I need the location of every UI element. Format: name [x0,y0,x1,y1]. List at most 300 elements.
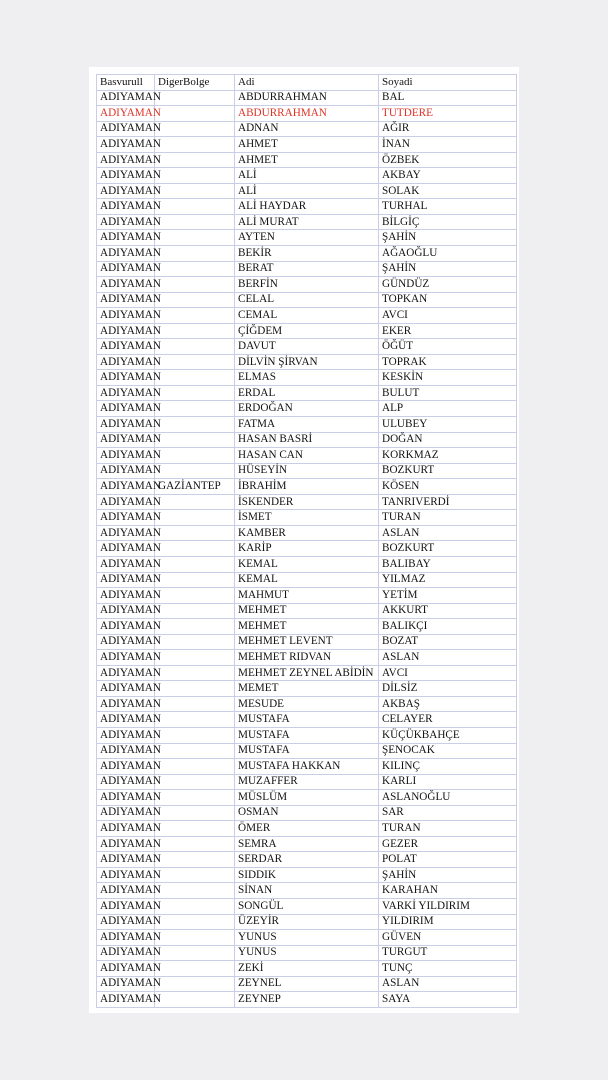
cell-soyadi: TOPKAN [379,292,517,308]
table-row [97,541,517,557]
cell-basvurull: ADIYAMAN [97,230,155,246]
cell-soyadi: TURAN [379,510,517,526]
cell-basvurull: ADIYAMAN [97,541,155,557]
cell-soyadi: CELAYER [379,712,517,728]
cell-soyadi: BAL [379,90,517,106]
cell-basvurull: ADIYAMAN [97,339,155,355]
table-row [97,619,517,635]
cell-digerbolge [155,246,235,262]
cell-adi: KEMAL [235,572,379,588]
cell-adi: HÜSEYİN [235,463,379,479]
cell-digerbolge [155,448,235,464]
cell-digerbolge [155,183,235,199]
cell-soyadi: ŞAHİN [379,230,517,246]
cell-digerbolge [155,961,235,977]
cell-basvurull: ADIYAMAN [97,836,155,852]
cell-adi: ÜZEYİR [235,914,379,930]
cell-digerbolge [155,883,235,899]
cell-soyadi: ALP [379,401,517,417]
cell-adi: ABDURRAHMAN [235,90,379,106]
header-basvurull: Basvurull [97,75,155,91]
table-row [97,432,517,448]
cell-adi: ZEKİ [235,961,379,977]
table-row [97,588,517,604]
cell-digerbolge [155,727,235,743]
cell-soyadi: ASLAN [379,525,517,541]
cell-digerbolge [155,603,235,619]
cell-adi: ADNAN [235,121,379,137]
cell-digerbolge [155,370,235,386]
cell-digerbolge [155,821,235,837]
cell-soyadi: ASLAN [379,976,517,992]
cell-digerbolge [155,696,235,712]
table-row [97,898,517,914]
cell-adi: MEHMET LEVENT [235,634,379,650]
cell-soyadi: AVCI [379,308,517,324]
cell-digerbolge [155,292,235,308]
cell-adi: DİLVİN ŞİRVAN [235,354,379,370]
cell-adi: ALİ [235,168,379,184]
table-row [97,945,517,961]
cell-basvurull: ADIYAMAN [97,759,155,775]
cell-basvurull: ADIYAMAN [97,821,155,837]
cell-adi: ERDAL [235,385,379,401]
cell-soyadi: BALIKÇI [379,619,517,635]
cell-basvurull: ADIYAMAN [97,727,155,743]
cell-soyadi: EKER [379,323,517,339]
cell-basvurull: ADIYAMAN [97,945,155,961]
cell-basvurull: ADIYAMAN [97,417,155,433]
cell-adi: ALİ HAYDAR [235,199,379,215]
table-row [97,90,517,106]
table-row [97,681,517,697]
cell-basvurull: ADIYAMAN [97,619,155,635]
cell-basvurull: ADIYAMAN [97,277,155,293]
cell-soyadi: BOZKURT [379,463,517,479]
cell-soyadi: YILDIRIM [379,914,517,930]
cell-basvurull: ADIYAMAN [97,479,155,495]
cell-basvurull: ADIYAMAN [97,90,155,106]
cell-adi: OSMAN [235,805,379,821]
cell-adi: MUSTAFA [235,727,379,743]
table-row [97,914,517,930]
cell-adi: HASAN CAN [235,448,379,464]
cell-basvurull: ADIYAMAN [97,898,155,914]
cell-adi: ÖMER [235,821,379,837]
cell-basvurull: ADIYAMAN [97,261,155,277]
table-row [97,743,517,759]
table-row [97,463,517,479]
table-row [97,727,517,743]
table-row [97,292,517,308]
table-row [97,883,517,899]
cell-adi: YUNUS [235,945,379,961]
cell-soyadi: SAYA [379,992,517,1008]
cell-soyadi: TUNÇ [379,961,517,977]
cell-adi: İSMET [235,510,379,526]
table-row [97,448,517,464]
table-row [97,650,517,666]
cell-basvurull: ADIYAMAN [97,525,155,541]
cell-soyadi: TOPRAK [379,354,517,370]
cell-soyadi: TURGUT [379,945,517,961]
cell-digerbolge [155,650,235,666]
header-adi: Adi [235,75,379,91]
cell-adi: CELAL [235,292,379,308]
table-row [97,665,517,681]
table-row [97,137,517,153]
cell-adi: ALİ MURAT [235,214,379,230]
cell-adi: SİNAN [235,883,379,899]
cell-soyadi: ÖZBEK [379,152,517,168]
cell-digerbolge [155,401,235,417]
cell-adi: MUZAFFER [235,774,379,790]
cell-soyadi: BOZAT [379,634,517,650]
cell-basvurull: ADIYAMAN [97,510,155,526]
table-row [97,339,517,355]
table-row [97,308,517,324]
table-body [97,90,517,1007]
cell-soyadi: ÖĞÜT [379,339,517,355]
cell-digerbolge [155,121,235,137]
table-row [97,852,517,868]
cell-basvurull: ADIYAMAN [97,976,155,992]
header-digerbolge: DigerBolge [155,75,235,91]
table-row [97,370,517,386]
cell-soyadi: BOZKURT [379,541,517,557]
cell-soyadi: KILINÇ [379,759,517,775]
cell-basvurull: ADIYAMAN [97,588,155,604]
cell-digerbolge [155,354,235,370]
cell-digerbolge [155,681,235,697]
cell-soyadi: SOLAK [379,183,517,199]
cell-adi: ALİ [235,183,379,199]
cell-adi: MEHMET RIDVAN [235,650,379,666]
cell-soyadi: AĞIR [379,121,517,137]
table-row [97,199,517,215]
table-row [97,836,517,852]
cell-basvurull: ADIYAMAN [97,323,155,339]
cell-adi: BEKİR [235,246,379,262]
cell-digerbolge [155,712,235,728]
cell-digerbolge [155,168,235,184]
cell-soyadi: BULUT [379,385,517,401]
cell-adi: ELMAS [235,370,379,386]
cell-adi: HASAN BASRİ [235,432,379,448]
cell-adi: CEMAL [235,308,379,324]
cell-adi: AHMET [235,137,379,153]
cell-soyadi: KÜÇÜKBAHÇE [379,727,517,743]
cell-digerbolge [155,790,235,806]
cell-basvurull: ADIYAMAN [97,401,155,417]
cell-adi: MEHMET [235,603,379,619]
cell-digerbolge [155,743,235,759]
cell-soyadi: KESKİN [379,370,517,386]
table-row [97,106,517,122]
cell-digerbolge [155,572,235,588]
cell-soyadi: AKBAY [379,168,517,184]
table-row [97,246,517,262]
table-row [97,930,517,946]
cell-digerbolge [155,852,235,868]
cell-adi: SERDAR [235,852,379,868]
cell-basvurull: ADIYAMAN [97,308,155,324]
cell-basvurull: ADIYAMAN [97,867,155,883]
cell-digerbolge [155,759,235,775]
cell-digerbolge [155,556,235,572]
cell-soyadi: TANRIVERDİ [379,494,517,510]
cell-digerbolge [155,432,235,448]
cell-basvurull: ADIYAMAN [97,168,155,184]
cell-soyadi: TUTDERE [379,106,517,122]
cell-digerbolge [155,385,235,401]
cell-basvurull: ADIYAMAN [97,494,155,510]
cell-digerbolge [155,992,235,1008]
cell-digerbolge [155,665,235,681]
cell-soyadi: KÖSEN [379,479,517,495]
cell-basvurull: ADIYAMAN [97,883,155,899]
cell-digerbolge [155,930,235,946]
cell-basvurull: ADIYAMAN [97,790,155,806]
cell-adi: MUSTAFA [235,712,379,728]
table-row [97,976,517,992]
header-row [97,75,517,91]
cell-soyadi: KARAHAN [379,883,517,899]
cell-soyadi: ŞENOCAK [379,743,517,759]
table-row [97,634,517,650]
table-row [97,556,517,572]
cell-basvurull: ADIYAMAN [97,199,155,215]
table-row [97,183,517,199]
cell-digerbolge [155,214,235,230]
cell-basvurull: ADIYAMAN [97,961,155,977]
cell-adi: AYTEN [235,230,379,246]
table-row [97,774,517,790]
cell-digerbolge [155,277,235,293]
cell-basvurull: ADIYAMAN [97,448,155,464]
cell-digerbolge: GAZİANTEP [155,479,235,495]
cell-adi: SONGÜL [235,898,379,914]
table-row [97,230,517,246]
cell-soyadi: KORKMAZ [379,448,517,464]
cell-adi: YUNUS [235,930,379,946]
cell-digerbolge [155,898,235,914]
table-row [97,494,517,510]
cell-soyadi: SAR [379,805,517,821]
cell-soyadi: VARKİ YILDIRIM [379,898,517,914]
cell-basvurull: ADIYAMAN [97,650,155,666]
table-row [97,479,517,495]
cell-adi: SEMRA [235,836,379,852]
table-row [97,821,517,837]
cell-adi: BERAT [235,261,379,277]
document-sheet [89,67,519,1013]
cell-digerbolge [155,90,235,106]
cell-soyadi: BALIBAY [379,556,517,572]
cell-basvurull: ADIYAMAN [97,463,155,479]
cell-basvurull: ADIYAMAN [97,246,155,262]
cell-adi: ZEYNEP [235,992,379,1008]
cell-basvurull: ADIYAMAN [97,106,155,122]
cell-adi: MUSTAFA HAKKAN [235,759,379,775]
cell-basvurull: ADIYAMAN [97,556,155,572]
table-row [97,121,517,137]
table-row [97,261,517,277]
cell-digerbolge [155,494,235,510]
cell-soyadi: İNAN [379,137,517,153]
cell-basvurull: ADIYAMAN [97,743,155,759]
cell-adi: SIDDIK [235,867,379,883]
cell-basvurull: ADIYAMAN [97,432,155,448]
cell-digerbolge [155,339,235,355]
cell-basvurull: ADIYAMAN [97,292,155,308]
cell-digerbolge [155,152,235,168]
cell-soyadi: YILMAZ [379,572,517,588]
cell-digerbolge [155,976,235,992]
cell-adi: İSKENDER [235,494,379,510]
table-row [97,759,517,775]
table-row [97,510,517,526]
cell-digerbolge [155,308,235,324]
table-row [97,961,517,977]
cell-adi: ABDURRAHMAN [235,106,379,122]
cell-soyadi: YETİM [379,588,517,604]
cell-soyadi: ŞAHİN [379,261,517,277]
table-row [97,152,517,168]
applicant-table [96,74,517,1008]
cell-digerbolge [155,774,235,790]
cell-adi: KAMBER [235,525,379,541]
cell-digerbolge [155,137,235,153]
cell-digerbolge [155,323,235,339]
table-header [97,75,517,91]
cell-digerbolge [155,945,235,961]
cell-soyadi: DOĞAN [379,432,517,448]
table-row [97,277,517,293]
cell-soyadi: AĞAOĞLU [379,246,517,262]
cell-basvurull: ADIYAMAN [97,665,155,681]
cell-digerbolge [155,510,235,526]
cell-adi: MEHMET [235,619,379,635]
cell-basvurull: ADIYAMAN [97,121,155,137]
table-row [97,525,517,541]
cell-adi: BERFİN [235,277,379,293]
cell-digerbolge [155,463,235,479]
cell-adi: MEHMET ZEYNEL ABİDİN [235,665,379,681]
cell-basvurull: ADIYAMAN [97,572,155,588]
cell-adi: ZEYNEL [235,976,379,992]
cell-adi: FATMA [235,417,379,433]
cell-digerbolge [155,261,235,277]
cell-soyadi: TURAN [379,821,517,837]
cell-soyadi: TURHAL [379,199,517,215]
cell-basvurull: ADIYAMAN [97,152,155,168]
table-row [97,572,517,588]
cell-digerbolge [155,867,235,883]
cell-adi: MÜSLÜM [235,790,379,806]
cell-basvurull: ADIYAMAN [97,137,155,153]
cell-adi: MEMET [235,681,379,697]
cell-digerbolge [155,805,235,821]
header-soyadi: Soyadi [379,75,517,91]
table-row [97,354,517,370]
table-row [97,323,517,339]
cell-digerbolge [155,588,235,604]
cell-adi: MAHMUT [235,588,379,604]
cell-soyadi: KARLI [379,774,517,790]
cell-soyadi: GÜVEN [379,930,517,946]
table-row [97,712,517,728]
cell-soyadi: ASLANOĞLU [379,790,517,806]
table-row [97,867,517,883]
cell-adi: DAVUT [235,339,379,355]
cell-adi: AHMET [235,152,379,168]
cell-basvurull: ADIYAMAN [97,385,155,401]
cell-digerbolge [155,914,235,930]
table-row [97,385,517,401]
cell-basvurull: ADIYAMAN [97,852,155,868]
cell-basvurull: ADIYAMAN [97,696,155,712]
cell-basvurull: ADIYAMAN [97,603,155,619]
table-row [97,401,517,417]
cell-soyadi: DİLSİZ [379,681,517,697]
cell-digerbolge [155,199,235,215]
cell-digerbolge [155,230,235,246]
cell-adi: ERDOĞAN [235,401,379,417]
cell-adi: KEMAL [235,556,379,572]
table-row [97,696,517,712]
cell-soyadi: BİLGİÇ [379,214,517,230]
cell-soyadi: AVCI [379,665,517,681]
cell-basvurull: ADIYAMAN [97,634,155,650]
cell-basvurull: ADIYAMAN [97,681,155,697]
cell-basvurull: ADIYAMAN [97,370,155,386]
cell-adi: MESUDE [235,696,379,712]
cell-soyadi: GEZER [379,836,517,852]
table-row [97,603,517,619]
cell-digerbolge [155,619,235,635]
cell-soyadi: ULUBEY [379,417,517,433]
cell-basvurull: ADIYAMAN [97,183,155,199]
cell-soyadi: ŞAHİN [379,867,517,883]
cell-digerbolge [155,417,235,433]
cell-digerbolge [155,541,235,557]
table-row [97,992,517,1008]
cell-digerbolge [155,106,235,122]
cell-adi: İBRAHİM [235,479,379,495]
cell-basvurull: ADIYAMAN [97,354,155,370]
cell-basvurull: ADIYAMAN [97,930,155,946]
cell-basvurull: ADIYAMAN [97,992,155,1008]
table-row [97,168,517,184]
cell-soyadi: GÜNDÜZ [379,277,517,293]
cell-soyadi: AKKURT [379,603,517,619]
cell-adi: KARİP [235,541,379,557]
cell-basvurull: ADIYAMAN [97,712,155,728]
cell-adi: MUSTAFA [235,743,379,759]
cell-digerbolge [155,634,235,650]
cell-digerbolge [155,525,235,541]
cell-soyadi: AKBAŞ [379,696,517,712]
cell-soyadi: POLAT [379,852,517,868]
cell-basvurull: ADIYAMAN [97,774,155,790]
cell-basvurull: ADIYAMAN [97,914,155,930]
cell-basvurull: ADIYAMAN [97,214,155,230]
cell-basvurull: ADIYAMAN [97,805,155,821]
table-row [97,417,517,433]
cell-soyadi: ASLAN [379,650,517,666]
table-row [97,214,517,230]
